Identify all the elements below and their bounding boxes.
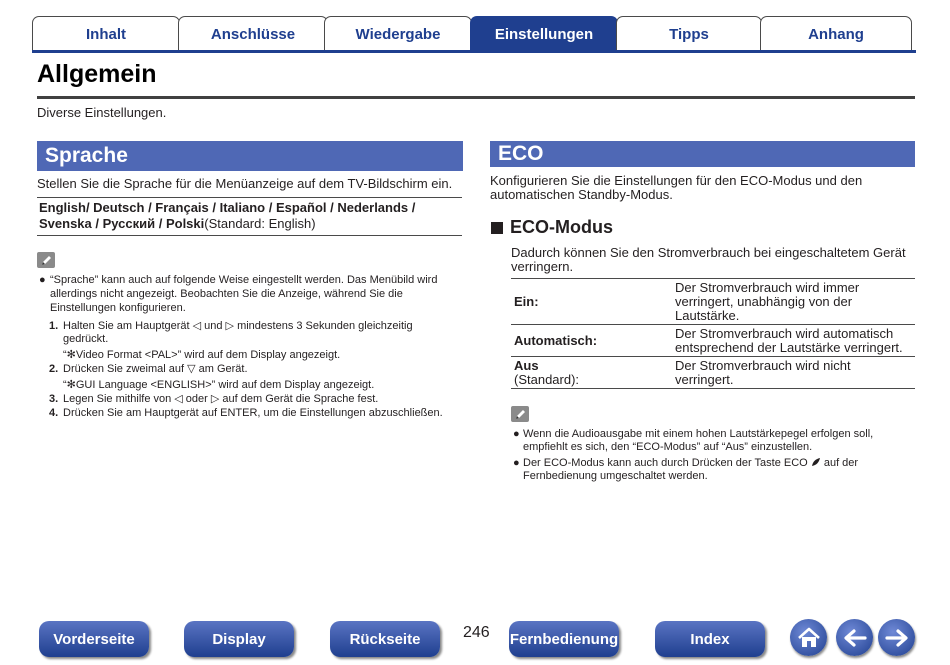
- note-line: Wenn die Audioausgabe mit einem hohen Lautstärkepegel erfolgen soll,: [523, 428, 874, 440]
- eco-mode-description: verringern.: [511, 259, 574, 274]
- note-line: “Sprache” kann auch auf folgende Weise eingestellt werden. Das Menübild wird: [50, 274, 438, 286]
- step-text: Drücken Sie am Hauptgerät auf ENTER, um die Einstellungen abzuschließen.: [63, 407, 443, 419]
- step-number: 2.: [49, 363, 59, 375]
- step-display-text: “✻Video Format <PAL>” wird auf dem Display angezeigt.: [63, 349, 341, 361]
- tab-einstellungen[interactable]: Einstellungen: [470, 16, 618, 52]
- tab-wiedergabe[interactable]: Wiedergabe: [324, 16, 472, 52]
- tab-anschluesse[interactable]: Anschlüsse: [178, 16, 328, 52]
- rueckseite-button[interactable]: Rückseite: [330, 621, 440, 657]
- square-bullet-icon: [491, 222, 503, 234]
- vorderseite-button[interactable]: Vorderseite: [39, 621, 149, 657]
- step-number: 4.: [49, 407, 59, 419]
- table-row: [511, 279, 915, 325]
- tab-anhang[interactable]: Anhang: [760, 16, 912, 52]
- eco-description: automatischen Standby-Modus.: [490, 187, 673, 202]
- eco-mode-description: Dadurch können Sie den Stromverbrauch bei eingeschaltetem Gerät: [511, 245, 906, 260]
- display-button[interactable]: Display: [184, 621, 294, 657]
- page-title: Allgemein: [37, 60, 157, 88]
- option-key: Automatisch:: [511, 325, 672, 357]
- step-text: Legen Sie mithilfe von ◁ oder ▷ auf dem Gerät die Sprache fest.: [63, 393, 379, 405]
- tab-bar: [32, 16, 916, 54]
- note-line: empfiehlt es sich, den “ECO-Modus” auf “Aus” einzustellen.: [523, 441, 813, 453]
- fernbedienung-button[interactable]: Fernbedienung: [509, 621, 619, 657]
- tab-tipps[interactable]: Tipps: [616, 16, 762, 52]
- eco-leaf-icon: [811, 457, 821, 467]
- option-key: Ein:: [511, 279, 672, 325]
- bullet: ●: [513, 428, 520, 440]
- table-row: [511, 357, 915, 389]
- sprache-description: Stellen Sie die Sprache für die Menüanzeige auf dem TV-Bildschirm ein.: [37, 176, 453, 191]
- bullet: ●: [39, 274, 46, 286]
- note-line: Der ECO-Modus kann auch durch Drücken der Taste ECO auf der: [523, 457, 859, 469]
- home-icon: [796, 626, 822, 650]
- note-line: allerdings nicht angezeigt. Beobachten Sie die Anzeige, während Sie die: [50, 288, 403, 300]
- option-value: Der Stromverbrauch wird nicht verringert.: [672, 357, 915, 389]
- arrow-right-icon: [884, 628, 910, 648]
- step-text: Halten Sie am Hauptgerät ◁ und ▷ mindestens 3 Sekunden gleichzeitig: [63, 320, 413, 332]
- tab-inhalt[interactable]: Inhalt: [32, 16, 180, 52]
- section-header-sprache: Sprache: [37, 141, 463, 171]
- back-button[interactable]: [836, 619, 873, 656]
- note-line: Einstellungen konfigurieren.: [50, 302, 186, 314]
- option-value: Der Stromverbrauch wird immer verringert, unabhängig von der Lautstärke.: [672, 279, 915, 325]
- forward-button[interactable]: [878, 619, 915, 656]
- pencil-note-icon: [511, 406, 529, 422]
- table-row: [511, 325, 915, 357]
- bullet: ●: [513, 457, 520, 469]
- arrow-left-icon: [842, 628, 868, 648]
- language-list-line2: Svenska / Русский / Polski: [39, 216, 205, 231]
- home-button[interactable]: [790, 619, 827, 656]
- step-text: gedrückt.: [63, 333, 109, 345]
- divider: [37, 235, 462, 236]
- eco-mode-title: ECO-Modus: [510, 217, 613, 237]
- language-options: [37, 198, 462, 234]
- eco-mode-table: [511, 278, 915, 389]
- page-number: 246: [463, 624, 490, 641]
- option-value: Der Stromverbrauch wird automatisch entsprechend der Lautstärke verringert.: [672, 325, 915, 357]
- index-button[interactable]: Index: [655, 621, 765, 657]
- eco-mode-heading: [491, 217, 613, 238]
- eco-description: Konfigurieren Sie die Einstellungen für den ECO-Modus und den: [490, 173, 863, 188]
- step-number: 3.: [49, 393, 59, 405]
- language-default: (Standard: English): [204, 216, 316, 231]
- section-header-eco: ECO: [490, 141, 915, 167]
- note-line: Fernbedienung umgeschaltet werden.: [523, 470, 708, 482]
- title-divider: [37, 96, 915, 99]
- language-list-line1: English/ Deutsch / Français / Italiano / Español / Nederlands /: [39, 200, 416, 215]
- page-subtitle: Diverse Einstellungen.: [37, 105, 167, 120]
- step-text: Drücken Sie zweimal auf ▽ am Gerät.: [63, 363, 248, 375]
- tab-underline: [32, 50, 916, 53]
- pencil-note-icon: [37, 252, 55, 268]
- step-display-text: “✻GUI Language <ENGLISH>” wird auf dem Display angezeigt.: [63, 379, 375, 391]
- option-key: Aus (Standard):: [511, 357, 672, 389]
- step-number: 1.: [49, 320, 59, 332]
